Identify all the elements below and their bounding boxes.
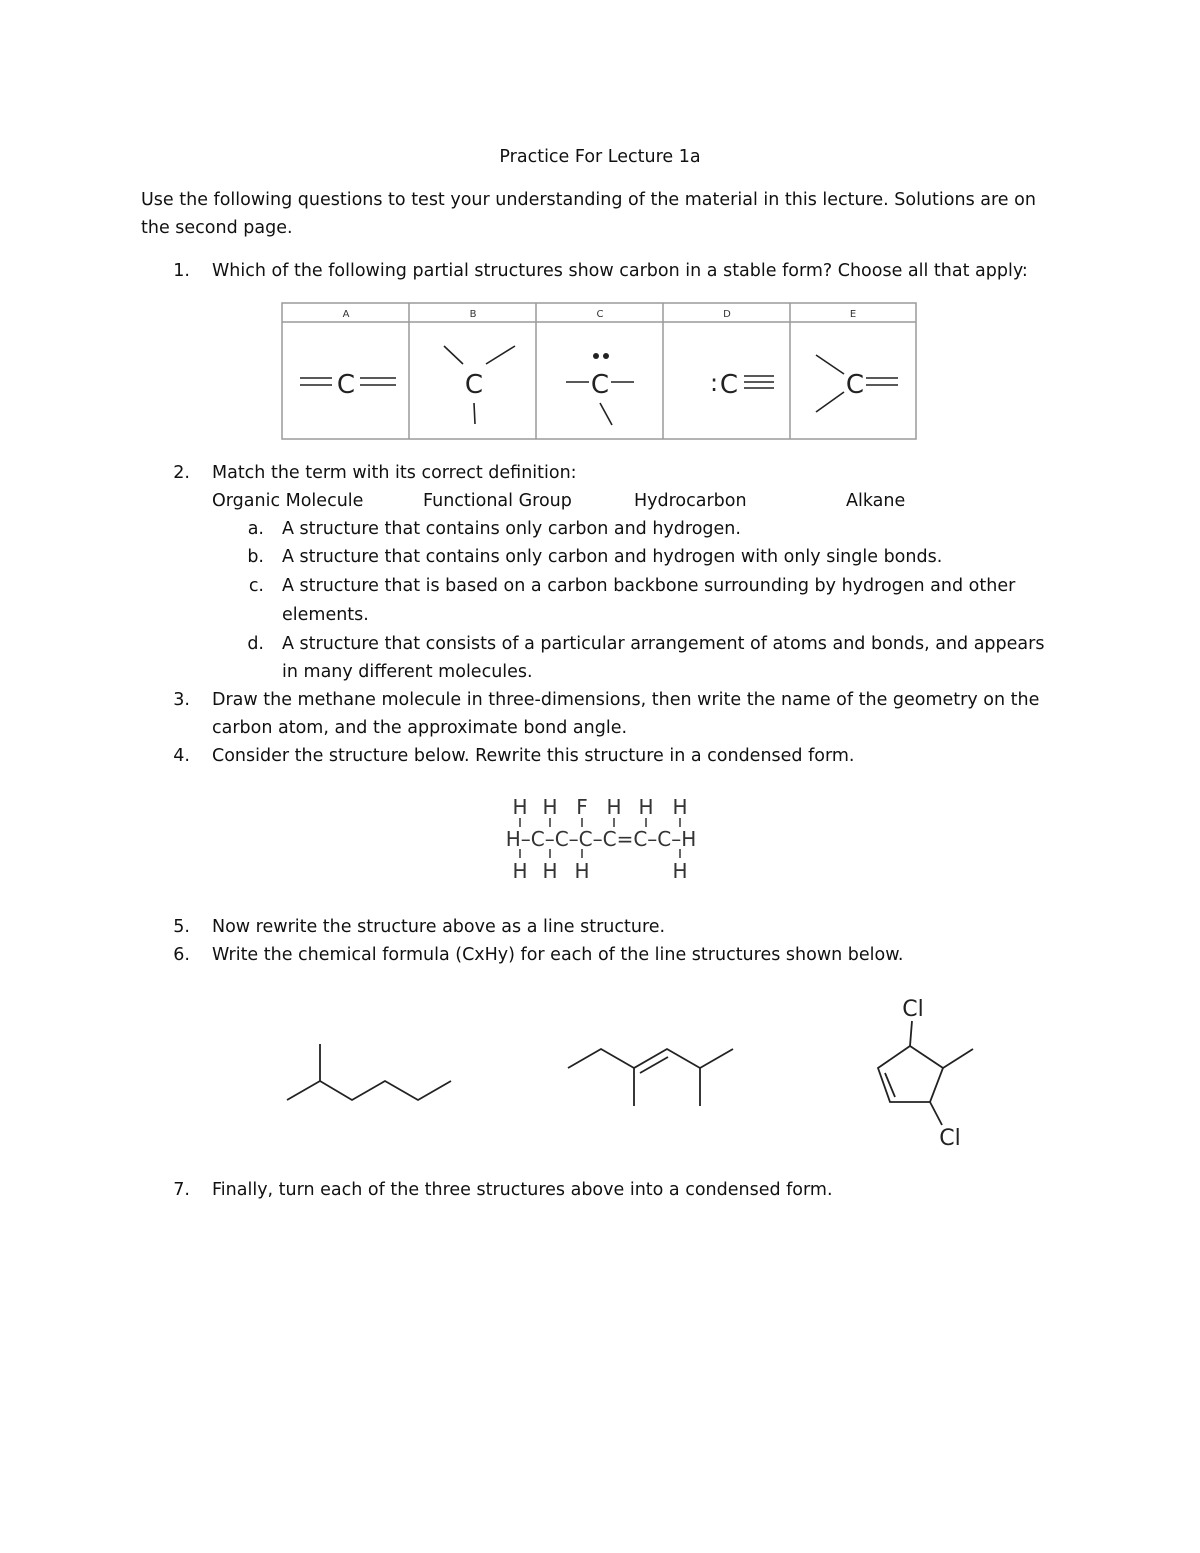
chlorine-label-bottom: Cl bbox=[939, 1126, 961, 1151]
q1-number: 1. bbox=[173, 261, 190, 281]
q3-number: 3. bbox=[173, 690, 190, 710]
structure-d-carbon: C bbox=[719, 370, 739, 400]
q3-line-2: carbon atom, and the approximate bond angle. bbox=[212, 718, 628, 738]
q3-line-1: Draw the methane molecule in three-dimensions, then write the name of the geometry on the bbox=[212, 690, 1040, 710]
q5-number: 5. bbox=[173, 917, 190, 937]
line-structure-3 bbox=[878, 1021, 973, 1125]
option-header-c: C bbox=[596, 309, 604, 320]
bottom-atom-2: H bbox=[542, 859, 558, 883]
term-hydrocarbon: Hydrocarbon bbox=[634, 491, 747, 511]
term-functional-group: Functional Group bbox=[423, 491, 572, 511]
q1-text: Which of the following partial structures show carbon in a stable form? Choose all that apply: bbox=[212, 261, 1028, 281]
definition-d-line-1: A structure that consists of a particular arrangement of atoms and bonds, and appears bbox=[282, 634, 1045, 654]
top-atom-2: H bbox=[542, 795, 558, 819]
definition-c-line-1: A structure that is based on a carbon backbone surrounding by hydrogen and other bbox=[282, 576, 1016, 596]
definition-d-line-2: in many different molecules. bbox=[282, 662, 533, 682]
q4-number: 4. bbox=[173, 746, 190, 766]
definition-letter-b: b. bbox=[247, 547, 264, 567]
top-atom-6: H bbox=[672, 795, 688, 819]
q5-text: Now rewrite the structure above as a line structure. bbox=[212, 917, 666, 937]
term-alkane: Alkane bbox=[846, 491, 906, 511]
q4-text: Consider the structure below. Rewrite this structure in a condensed form. bbox=[212, 746, 855, 766]
top-atom-3: F bbox=[576, 795, 588, 819]
q6-number: 6. bbox=[173, 945, 190, 965]
definition-letter-d: d. bbox=[247, 634, 264, 654]
q7-number: 7. bbox=[173, 1180, 190, 1200]
bottom-atom-3: H bbox=[574, 859, 590, 883]
q7-text: Finally, turn each of the three structures above into a condensed form. bbox=[212, 1180, 833, 1200]
intro-line-1: Use the following questions to test your understanding of the material in this lecture. Solutions are on bbox=[141, 190, 1036, 210]
definition-c-line-2: elements. bbox=[282, 605, 369, 625]
option-header-a: A bbox=[342, 309, 350, 320]
definition-a: A structure that contains only carbon and hydrogen. bbox=[282, 519, 741, 539]
chlorine-label-top: Cl bbox=[902, 997, 924, 1022]
definition-b: A structure that contains only carbon and hydrogen with only single bonds. bbox=[282, 547, 943, 567]
definition-letter-c: c. bbox=[248, 576, 264, 596]
page-title: Practice For Lecture 1a bbox=[499, 147, 701, 167]
q6-text: Write the chemical formula (CxHy) for each of the line structures shown below. bbox=[212, 945, 904, 965]
structure-b-carbon: C bbox=[464, 370, 484, 400]
top-atom-5: H bbox=[638, 795, 654, 819]
definition-letter-a: a. bbox=[247, 519, 264, 539]
top-atom-4: H bbox=[606, 795, 622, 819]
bottom-atom-4: H bbox=[672, 859, 688, 883]
q2-text: Match the term with its correct definition: bbox=[212, 463, 577, 483]
structure-d-lone-pair: : bbox=[709, 369, 719, 397]
term-organic-molecule: Organic Molecule bbox=[212, 491, 364, 511]
bottom-atom-1: H bbox=[512, 859, 528, 883]
structure-a-carbon: C bbox=[336, 370, 356, 400]
option-header-b: B bbox=[469, 309, 477, 320]
option-header-d: D bbox=[723, 309, 731, 320]
intro-line-2: the second page. bbox=[141, 218, 293, 238]
top-atom-1: H bbox=[512, 795, 528, 819]
main-chain: H–C–C–C–C=C–C–H bbox=[505, 827, 697, 851]
structure-e-carbon: C bbox=[845, 370, 865, 400]
option-header-e: E bbox=[849, 309, 857, 320]
line-structure-2 bbox=[568, 1049, 733, 1106]
line-structure-1 bbox=[287, 1081, 451, 1100]
q2-number: 2. bbox=[173, 463, 190, 483]
structure-c-carbon: C bbox=[590, 370, 610, 400]
